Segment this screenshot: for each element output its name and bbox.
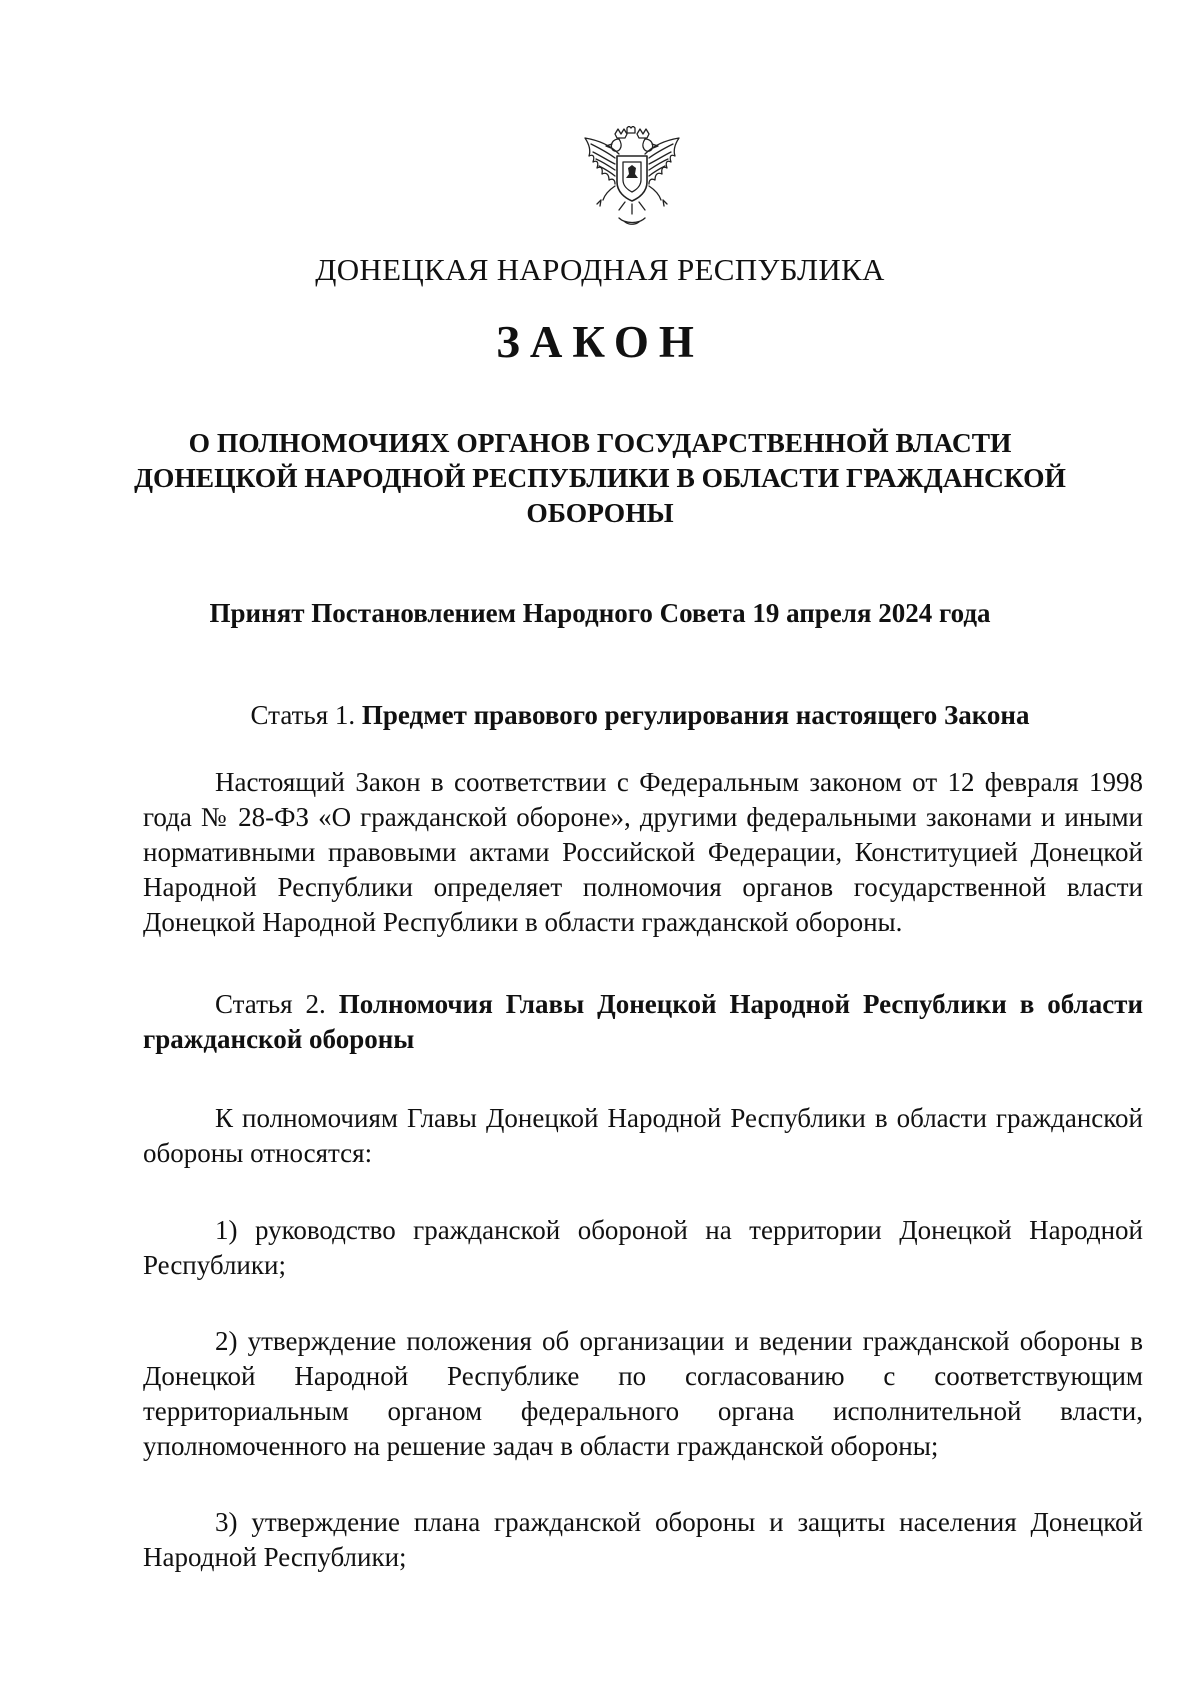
article-2-intro: К полномочиям Главы Донецкой Народной Республики в области гражданской обороны относятся: <box>143 1103 1143 1168</box>
law-title-line: ДОНЕЦКОЙ НАРОДНОЙ РЕСПУБЛИКИ В ОБЛАСТИ ГРАЖДАНСКОЙ <box>134 462 1066 493</box>
list-item: 3) утверждение плана гражданской обороны и защиты населения Донецкой Народной Республики; <box>143 1507 1143 1572</box>
article-1-heading <box>100 698 1140 733</box>
law-title <box>120 425 1080 530</box>
document-type: ЗАКОН <box>496 317 704 367</box>
article-1-title: Предмет правового регулирования настоящего Закона <box>361 700 1030 730</box>
list-item: 1) руководство гражданской обороной на территории Донецкой Народной Республики; <box>143 1215 1143 1280</box>
article-2-heading <box>143 987 1143 1057</box>
article-1-prefix: Статья 1. <box>250 700 356 730</box>
law-title-line: О ПОЛНОМОЧИЯХ ОРГАНОВ ГОСУДАРСТВЕННОЙ ВЛАСТИ <box>188 427 1012 458</box>
article-1-text: Настоящий Закон в соответствии с Федеральным законом от 12 февраля 1998 года № 28-ФЗ «О гражданской обороне», другими федеральными законами и иными нормативными правовыми актами Российской Федерации, Конституцией Донецкой Народной Республики определяет полномочия органов государственной власти Донецкой Народной Республики в области гражданской обороны. <box>143 767 1143 937</box>
article-2-title: Полномочия Главы Донецкой Народной Республики в области гражданской обороны <box>143 989 1143 1054</box>
law-title-line: ОБОРОНЫ <box>526 497 674 528</box>
republic-name: ДОНЕЦКАЯ НАРОДНАЯ РЕСПУБЛИКА <box>315 252 885 287</box>
adoption-note: Принят Постановлением Народного Совета 19 апреля 2024 года <box>209 598 991 628</box>
double-headed-eagle-icon <box>579 126 685 232</box>
article-2-prefix: Статья 2. <box>215 989 326 1019</box>
list-item: 2) утверждение положения об организации и ведении гражданской обороны в Донецкой Народной Республике по согласованию с соответствующим территориальным органом федерального органа исполнительной власти, уполномоченного на решение задач в области гражданской обороны; <box>143 1326 1143 1461</box>
